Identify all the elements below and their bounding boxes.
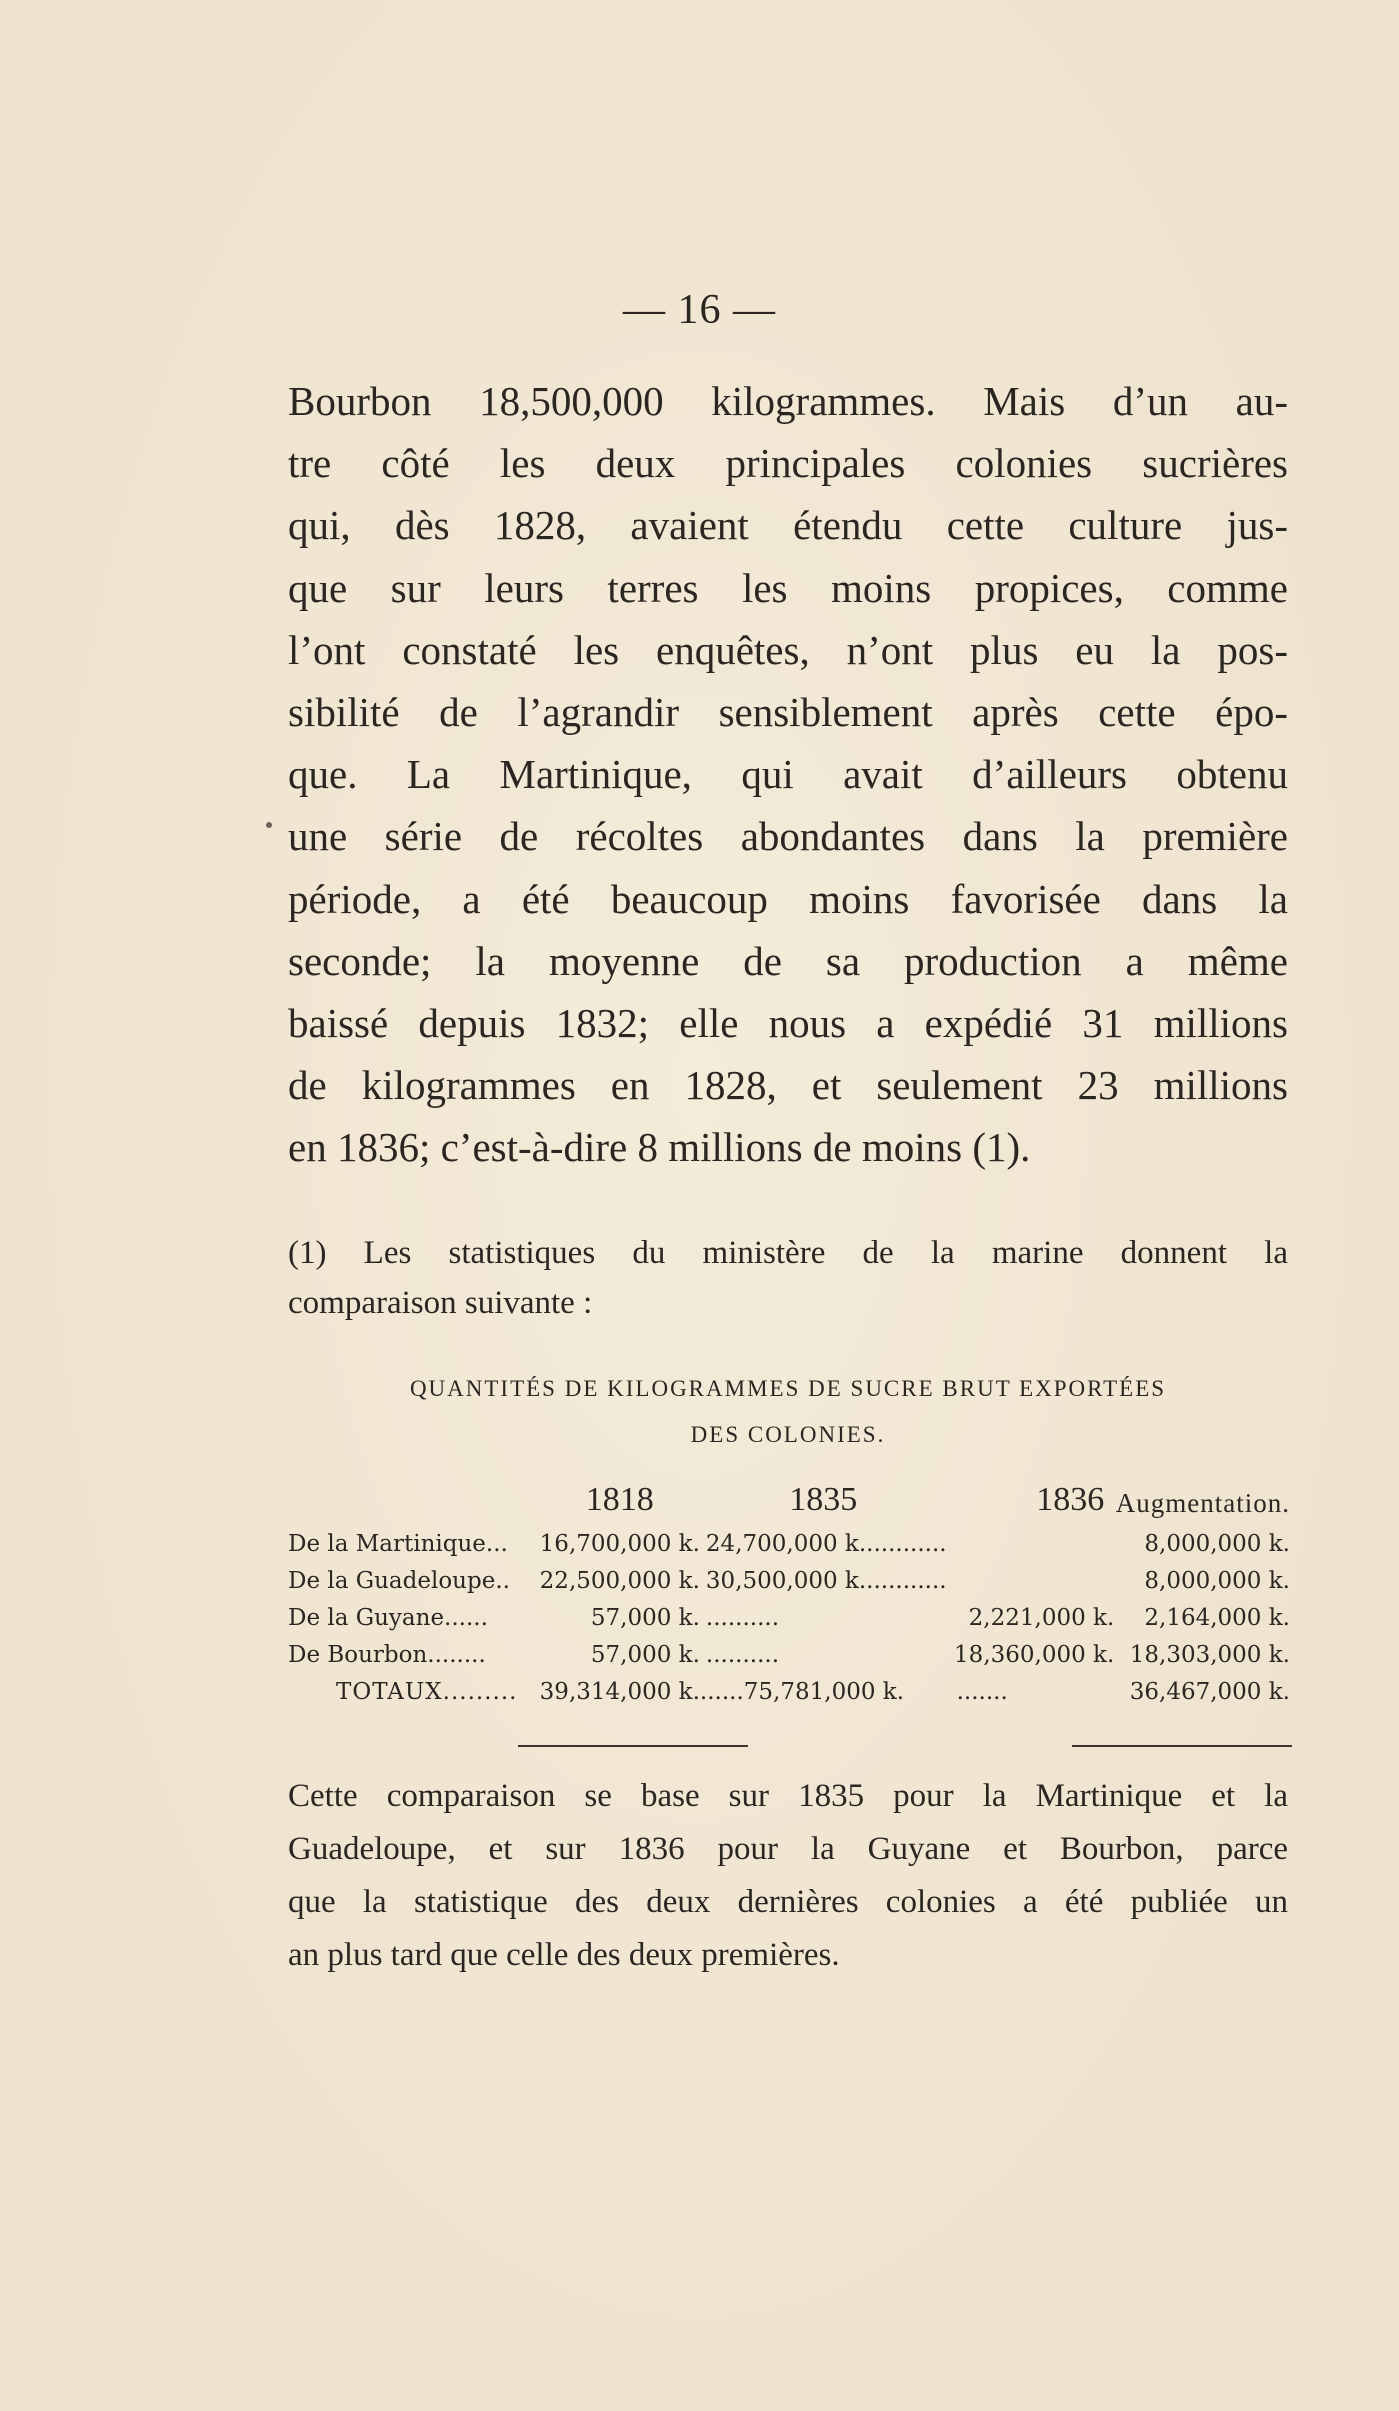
table-cell: 57,000 k. — [590, 1641, 700, 1668]
text-line: une série de récoltes abondantes dans la première — [288, 813, 1288, 860]
table-cell: 24,700,000 k............ — [705, 1530, 947, 1557]
table-cell: 30,500,000 k............ — [705, 1567, 947, 1594]
text-line: seconde; la moyenne de sa production a même — [288, 937, 1288, 984]
table-caption-line: QUANTITÉS DE KILOGRAMMES DE SUCRE BRUT EXPORTÉES — [409, 1376, 1167, 1401]
table-cell — [947, 1562, 1115, 1599]
text-line: période, a été beaucoup moins favorisée dans la — [288, 875, 1288, 922]
table-header-cell: 1818 — [585, 1481, 654, 1518]
table-cell: 2,164,000 k. — [1144, 1604, 1290, 1631]
table-total-row — [288, 1673, 1290, 1710]
text-line: qui, dès 1828, avaient étendu cette culture jus- — [288, 502, 1288, 549]
footnote-line: (1) Les statistiques du ministère de la marine donnent la — [288, 1235, 1288, 1271]
table-cell — [947, 1525, 1115, 1562]
table-cell: 57,000 k. — [590, 1604, 700, 1631]
table-row — [288, 1562, 1290, 1599]
table-cell: ......75,781,000 k. — [699, 1678, 905, 1705]
table-cell: De la Guyane...... — [288, 1604, 488, 1631]
table-row — [288, 1636, 1290, 1673]
table-cell: 39,314,000 k. — [539, 1678, 700, 1705]
table-cell: .......... — [705, 1604, 780, 1631]
table-cell: 18,360,000 k. — [954, 1641, 1115, 1668]
table-header-cell — [288, 1467, 540, 1525]
table-cell: 36,467,000 k. — [1129, 1678, 1290, 1705]
text-line: Cette comparaison se base sur 1835 pour la Martinique et la — [288, 1778, 1288, 1814]
table-cell: 22,500,000 k. — [539, 1567, 700, 1594]
table-header-cell: Augmentation. — [1115, 1488, 1290, 1518]
text-line: sibilité de l’agrandir sensiblement après cette épo- — [288, 689, 1288, 736]
table-rule — [1072, 1745, 1292, 1747]
table-header-cell: 1835 — [789, 1481, 858, 1518]
sugar-export-table — [288, 1467, 1290, 1710]
ink-dot-mark — [266, 822, 272, 828]
footnote-continuation — [288, 1770, 1288, 1982]
text-line: que sur leurs terres les moins propices, comme — [288, 564, 1288, 611]
text-line: que la statistique des deux dernières colonies a été publiée un — [288, 1884, 1288, 1920]
table-header-row — [288, 1467, 1290, 1525]
footnote-line: comparaison suivante : — [288, 1285, 593, 1321]
table-cell: 18,303,000 k. — [1129, 1641, 1290, 1668]
table-cell: .......... — [705, 1641, 780, 1668]
text-line: baissé depuis 1832; elle nous a expédié 31 millions — [288, 1000, 1288, 1047]
footnote — [288, 1228, 1288, 1328]
table-cell: 2,221,000 k. — [968, 1604, 1115, 1631]
table-cell: 16,700,000 k. — [539, 1530, 700, 1557]
text-line: tre côté les deux principales colonies sucrières — [288, 440, 1288, 487]
table-cell: TOTAUX......... — [336, 1678, 518, 1705]
text-line: l’ont constaté les enquêtes, n’ont plus eu la pos- — [288, 626, 1288, 673]
table-rule — [518, 1745, 748, 1747]
table-row — [288, 1599, 1290, 1636]
text-line: en 1836; c’est-à-dire 8 millions de moins (1). — [288, 1124, 1031, 1171]
table-row — [288, 1525, 1290, 1562]
table-cell: De Bourbon........ — [288, 1641, 486, 1668]
text-line: Bourbon 18,500,000 kilogrammes. Mais d’un au- — [288, 378, 1288, 424]
text-line: de kilogrammes en 1828, et seulement 23 millions — [288, 1062, 1288, 1109]
table-cell: De la Martinique... — [288, 1530, 508, 1557]
table-caption — [288, 1360, 1288, 1464]
text-line: Guadeloupe, et sur 1836 pour la Guyane et Bourbon, parce — [288, 1831, 1288, 1867]
text-line: an plus tard que celle des deux premières. — [288, 1937, 840, 1973]
table-cell: ....... — [956, 1678, 1008, 1705]
table-cell: 8,000,000 k. — [1144, 1530, 1290, 1557]
table-cell: De la Guadeloupe.. — [288, 1567, 510, 1594]
table-header-cell: 1836 — [1036, 1481, 1105, 1518]
main-paragraph — [288, 370, 1288, 1179]
page-number: — 16 — — [623, 287, 776, 333]
text-line: que. La Martinique, qui avait d’ailleurs obtenu — [288, 751, 1288, 798]
table-caption-line: DES COLONIES. — [690, 1422, 886, 1447]
table-cell: 8,000,000 k. — [1144, 1567, 1290, 1594]
